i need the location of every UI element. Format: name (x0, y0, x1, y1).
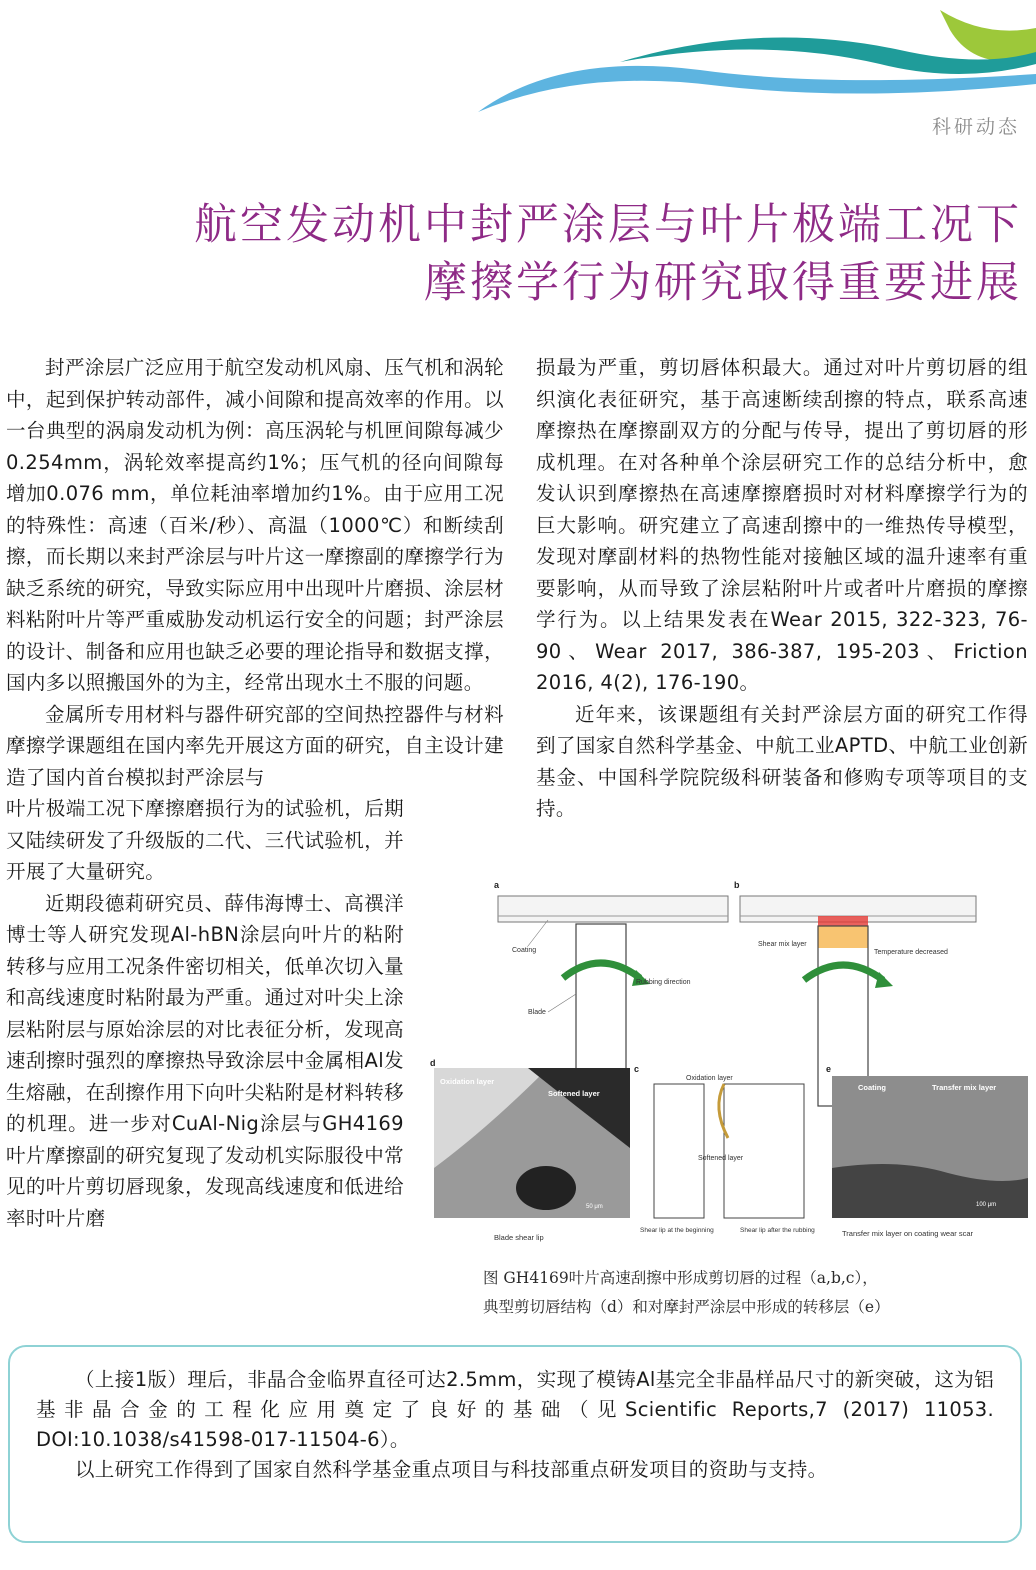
paragraph: 叶片极端工况下摩擦磨损行为的试验机，后期又陆续研发了升级版的二代、三代试验机，并开展了大量研究。 (6, 797, 405, 883)
title-line-2: 摩擦学行为研究取得重要进展 (424, 258, 1022, 308)
article-title (194, 196, 1022, 312)
panel-letter: a (494, 880, 500, 890)
label-temperature: Temperature decreased (874, 949, 948, 956)
panel-letter: e (826, 1064, 832, 1074)
blade-left (654, 1084, 704, 1218)
paragraph: （上接1版）理后，非晶合金临界直径可达2.5mm，实现了模铸Al基完全非晶样品尺寸的新突破，这为铝基非晶合金的工程化应用奠定了良好的基础（见Scientific Reports,7 (2017) 11053. DOI:10.1038/s41598-017-11504-6）。 (36, 1368, 994, 1451)
paragraph: 近期段德莉研究员、薛伟海博士、高禩洋博士等人研究发现Al-hBN涂层向叶片的粘附转移与应用工况条件密切相关，低单次切入量和高线速度时粘附最为严重。通过对叶尖上涂层粘附层与原始涂层的对比表征分析，发现高速刮擦时强烈的摩擦热导致涂层中金属相Al发生熔融，在刮擦作用下向叶尖粘附是材料转移的机理。进一步对CuAl-Nig涂层与GH4169叶片摩擦副的研究复现了发动机实际服役中常见的叶片剪切唇现象，发现高线速度和低进给率时叶片磨 (6, 891, 405, 1230)
label-shear-mix: Shear mix layer (758, 941, 807, 948)
blade-right (724, 1084, 804, 1218)
paragraph: 金属所专用材料与器件研究部的空间热控器件与材料摩擦学课题组在国内率先开展这方面的研究，自主设计建造了国内首台模拟封严涂层与 (6, 702, 504, 789)
caption-line-1: 图 GH4169叶片高速刮擦中形成剪切唇的过程（a,b,c）， (483, 1269, 878, 1287)
label-coating: Coating (512, 947, 537, 954)
figure (428, 868, 1032, 1248)
shear-mix-zone (818, 916, 868, 926)
green-wave (940, 10, 1036, 62)
scale-bar: 100 μm (976, 1202, 997, 1208)
paragraph: 封严涂层广泛应用于航空发动机风扇、压气机和涡轮中，起到保护转动部件，减小间隙和提高效率的作用。以一台典型的涡扇发动机为例：高压涡轮与机匣间隙每减少0.254mm，涡轮效率提高约1%；压气机的径向间隙每增加0.076 mm，单位耗油率增加约1%。由于应用工况的特殊性：高速（百米/秒）、高温（1000℃）和断续刮擦，而长期以来封严涂层与叶片这一摩擦副的摩擦学行为缺乏系统的研究，导致实际应用中出现叶片磨损、涂层材料粘附叶片等严重威胁发动机运行安全的问题；封严涂层的设计、制备和应用也缺乏必要的理论指导和数据支撑，国内多以照搬国外的为主，经常出现水土不服的问题。 (6, 356, 504, 694)
temperature-gradient (818, 926, 868, 948)
panel-letter: b (734, 880, 740, 890)
coating-bar (498, 896, 728, 922)
right-column (536, 352, 1028, 825)
panel-letter: d (430, 1058, 436, 1068)
label-after: Shear lip after the rubbing (740, 1227, 815, 1234)
figure-panel-e (826, 1064, 1028, 1238)
panel-letter: c (634, 1064, 640, 1074)
paragraph: 近年来，该课题组有关封严涂层方面的研究工作得到了国家自然科学基金、中航工业APTD、中航工业创新基金、中国科学院院级科研装备和修购专项等项目的支持。 (536, 702, 1028, 820)
figure-panel-c (634, 1064, 815, 1234)
caption-line-2: 典型剪切唇结构（d）和对摩封严涂层中形成的转移层（e） (483, 1298, 890, 1316)
paragraph: 以上研究工作得到了国家自然科学基金重点项目与科技部重点研发项目的资助与支持。 (75, 1458, 828, 1481)
label-softened: Softened layer (548, 1089, 600, 1098)
caption-e: Transfer mix layer on coating wear scar (842, 1229, 974, 1238)
left-column-narrow (6, 793, 404, 1234)
label-blade: Blade (528, 1009, 546, 1016)
label-oxidation: Oxidation layer (440, 1077, 495, 1086)
label-oxidation: Oxidation layer (686, 1075, 733, 1082)
label-beginning: Shear lip at the beginning (640, 1227, 714, 1234)
caption-d: Blade shear lip (494, 1233, 544, 1242)
label-rubbing: Rubbing direction (636, 979, 691, 986)
label-softened: Softened layer (698, 1155, 744, 1162)
figure-panel-d (430, 1058, 630, 1242)
label-transfer: Transfer mix layer (932, 1083, 997, 1092)
header-wave-decoration (0, 0, 1036, 130)
paragraph: 损最为严重，剪切唇体积最大。通过对叶片剪切唇的组织演化表征研究，基于高速断续刮擦的特点，联系高速摩擦热在摩擦副双方的分配与传导，提出了剪切唇的形成机理。在对各种单个涂层研究工作的总结分析中，愈发认识到摩擦热在高速摩擦磨损时对材料摩擦学行为的巨大影响。研究建立了高速刮擦中的一维热传导模型，发现对摩副材料的热物性能对接触区域的温升速率有重要影响，从而导致了涂层粘附叶片或者叶片磨损的摩擦学行为。以上结果发表在Wear 2015, 322-323, 76-90、Wear 2017, 386-387, 195-203、Friction 2016, 4(2), 176-190。 (536, 356, 1028, 694)
rubbing-arrow (804, 965, 883, 980)
figure-caption (483, 1264, 1023, 1322)
figure-panel-b (734, 880, 976, 1106)
continuation-box (8, 1345, 1022, 1543)
section-label: 科研动态 (931, 116, 1020, 138)
label-coating: Coating (858, 1083, 886, 1092)
title-line-1: 航空发动机中封严涂层与叶片极端工况下 (194, 200, 1022, 250)
scale-bar: 50 μm (586, 1204, 603, 1210)
